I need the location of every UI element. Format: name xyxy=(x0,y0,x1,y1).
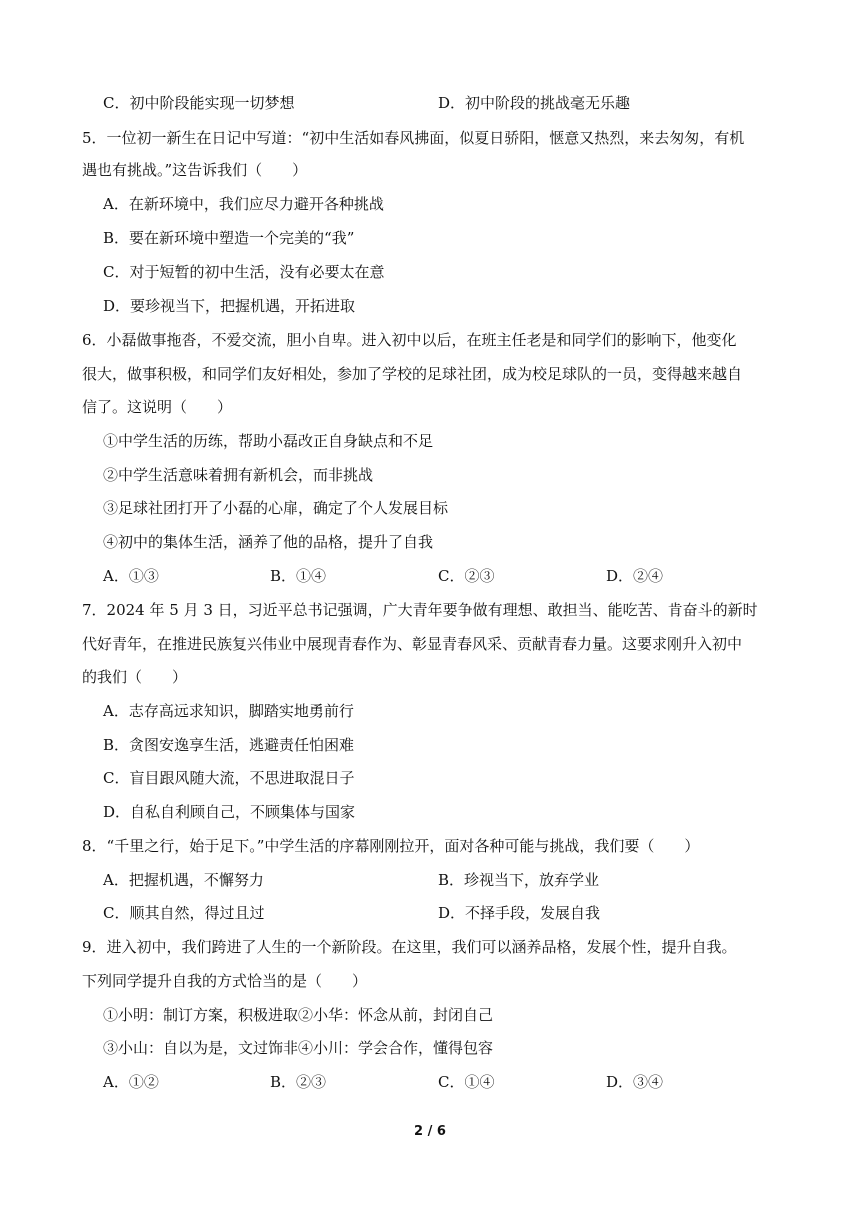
q9-stem-line-2: 下列同学提升自我的方式恰当的是（ ） xyxy=(82,972,368,990)
q7-stem-line-2: 代好青年，在推进民族复兴伟业中展现青春作为、彰显青春风采、贡献青春力量。这要求刚升入初中 xyxy=(82,635,743,653)
q8-option-a: A．把握机遇，不懈努力 xyxy=(103,871,264,889)
q9-statement-3-4: ③小山：自以为是，文过饰非④小川：学会合作，懂得包容 xyxy=(103,1039,494,1057)
q5-option-c: C．对于短暂的初中生活，没有必要太在意 xyxy=(103,263,385,281)
q7-option-a: A．志存高远求知识，脚踏实地勇前行 xyxy=(103,702,354,720)
q7-option-d: D．自私自利顾自己，不顾集体与国家 xyxy=(103,803,356,821)
q5-stem-line-1: 5．一位初一新生在日记中写道：“初中生活如春风拂面，似夏日骄阳，惬意又热烈，来去匆匆，有机 xyxy=(82,129,745,147)
page-number: 2 / 6 xyxy=(414,1124,446,1139)
q6-statement-1: ①中学生活的历练，帮助小磊改正自身缺点和不足 xyxy=(103,432,434,450)
q9-option-a: A．①② xyxy=(103,1073,159,1091)
q4-option-d: D．初中阶段的挑战毫无乐趣 xyxy=(438,94,631,112)
q5-option-b: B．要在新环境中塑造一个完美的“我” xyxy=(103,229,355,247)
q6-stem-line-1: 6．小磊做事拖沓，不爱交流，胆小自卑。进入初中以后，在班主任老是和同学们的影响下，他变化 xyxy=(82,331,737,349)
q5-stem-line-2: 遇也有挑战。”这告诉我们（ ） xyxy=(82,161,308,179)
q8-stem-line-1: 8．“千里之行，始于足下。”中学生活的序幕刚刚拉开，面对各种可能与挑战，我们要（ ） xyxy=(82,837,700,855)
q5-option-a: A．在新环境中，我们应尽力避开各种挑战 xyxy=(103,195,384,213)
q6-option-d: D．②④ xyxy=(606,567,664,585)
q6-statement-4: ④初中的集体生活，涵养了他的品格，提升了自我 xyxy=(103,533,434,551)
q6-option-c: C．②③ xyxy=(438,567,495,585)
q5-option-d: D．要珍视当下，把握机遇，开拓进取 xyxy=(103,297,356,315)
q8-option-d: D．不择手段，发展自我 xyxy=(438,904,601,922)
q6-statement-3: ③足球社团打开了小磊的心扉，确定了个人发展目标 xyxy=(103,499,449,517)
q9-option-b: B．②③ xyxy=(270,1073,327,1091)
q6-stem-line-3: 信了。这说明（ ） xyxy=(82,398,233,416)
q6-option-b: B．①④ xyxy=(270,567,327,585)
q9-option-c: C．①④ xyxy=(438,1073,495,1091)
q7-option-b: B．贪图安逸享生活，逃避责任怕困难 xyxy=(103,736,355,754)
q7-option-c: C．盲目跟风随大流，不思进取混日子 xyxy=(103,769,355,787)
q7-stem-line-1: 7．2024 年 5 月 3 日，习近平总书记强调，广大青年要争做有理想、敢担当、能吃苦、肯奋斗的新时 xyxy=(82,601,758,619)
q7-stem-line-3: 的我们（ ） xyxy=(82,668,188,686)
q8-option-c: C．顺其自然，得过且过 xyxy=(103,904,265,922)
q9-statement-1-2: ①小明：制订方案，积极进取②小华：怀念从前，封闭自己 xyxy=(103,1006,494,1024)
q9-option-d: D．③④ xyxy=(606,1073,664,1091)
q6-statement-2: ②中学生活意味着拥有新机会，而非挑战 xyxy=(103,466,374,484)
q6-option-a: A．①③ xyxy=(103,567,159,585)
q6-stem-line-2: 很大，做事积极，和同学们友好相处，参加了学校的足球社团，成为校足球队的一员，变得越来越自 xyxy=(82,365,743,383)
q4-option-c: C．初中阶段能实现一切梦想 xyxy=(103,94,295,112)
q9-stem-line-1: 9．进入初中，我们跨进了人生的一个新阶段。在这里，我们可以涵养品格，发展个性，提升自我。 xyxy=(82,938,737,956)
q8-option-b: B．珍视当下，放弃学业 xyxy=(438,871,600,889)
